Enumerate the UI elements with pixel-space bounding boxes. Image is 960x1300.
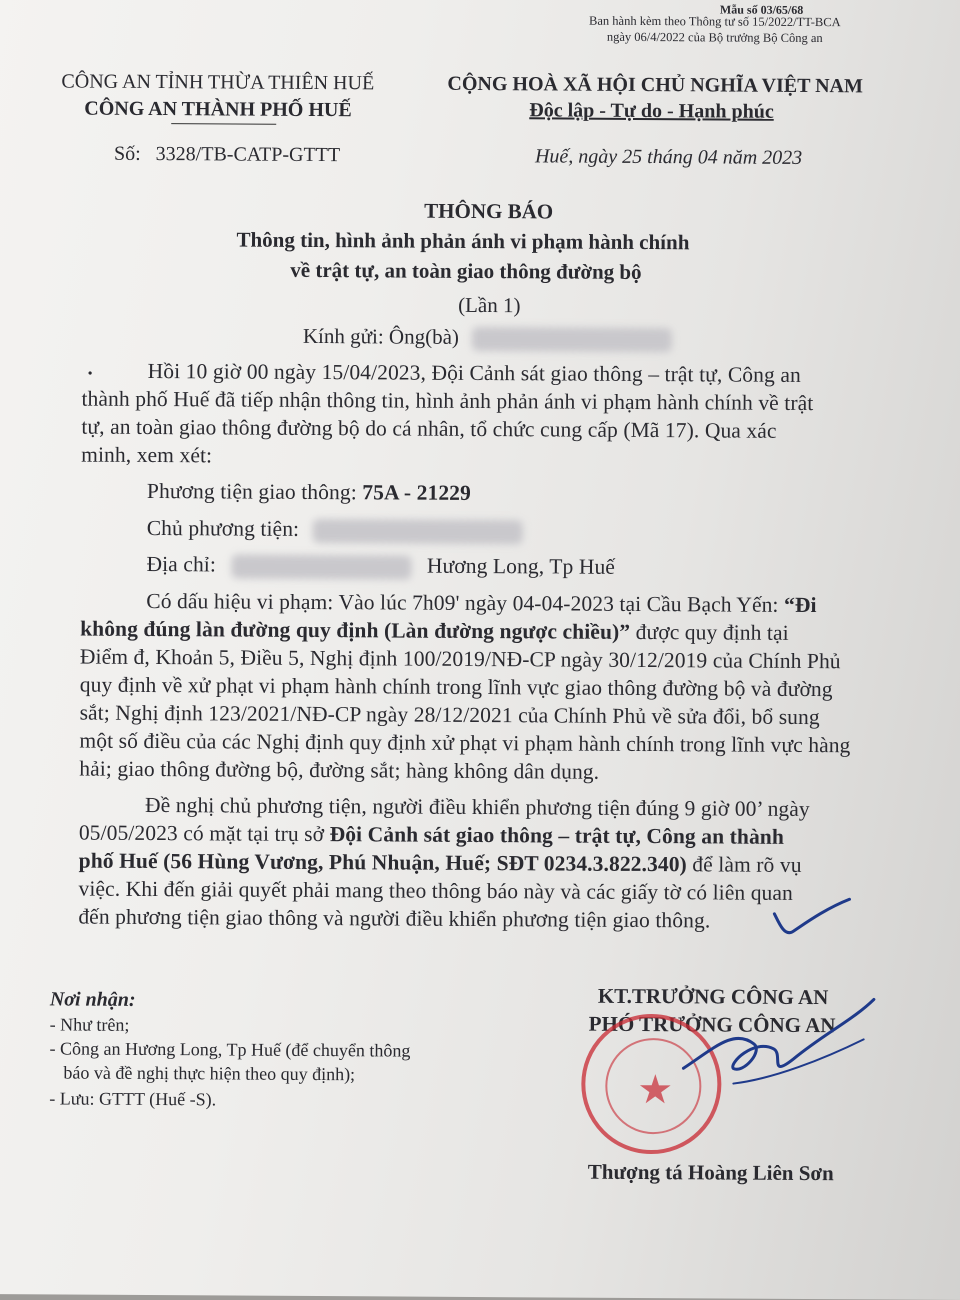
violation-line-6: một số điều của các Nghị định quy định xử phạt vi phạm hành chính trong lĩnh vực hàng — [79, 728, 851, 758]
agency-name — [84, 98, 352, 123]
recipient-item-2-line-2: báo và đề nghị thực hiện theo quy định); — [63, 1062, 356, 1085]
sign-on-behalf: KT.TRƯỞNG CÔNG AN — [597, 983, 829, 1010]
owner-line — [147, 516, 523, 544]
request-line-3 — [79, 849, 802, 878]
request-address: phố Huế (56 Hùng Vương, Phú Nhuận, Huế; SĐT 0234.3.822.340) — [78, 848, 687, 877]
recipients-label: Nơi nhận: — [49, 988, 136, 1011]
violation-line-2 — [80, 617, 789, 646]
form-code: Mẫu số 03/65/68 — [719, 2, 804, 17]
form-issued-line-1: Ban hành kèm theo Thông tư số 15/2022/TT-BCA — [589, 13, 841, 30]
document-number — [114, 143, 340, 167]
doc-title: THÔNG BÁO — [424, 198, 554, 224]
agency-name-text: CÔNG AN THÀNH PHỐ HUẾ — [84, 97, 352, 122]
agency-underline — [171, 123, 276, 125]
request-line-2 — [79, 821, 784, 850]
p1-line-1: Hồi 10 giờ 00 ngày 15/04/2023, Đội Cảnh sát giao thông – trật tự, Công an — [147, 358, 801, 387]
doc-subtitle-2: về trật tự, an toàn giao thông đường bộ — [290, 257, 642, 284]
number-value: 3328/TB-CATP-GTTT — [155, 143, 341, 167]
p1-line-4: minh, xem xét: — [81, 442, 213, 468]
motto: Độc lập - Tự do - Hạnh phúc — [529, 99, 774, 123]
official-stamp — [581, 1014, 722, 1155]
request-line-5: đến phương tiện giao thông và người điều khiển phương tiện giao thông. — [78, 904, 711, 933]
recipient-label: Kính gửi: Ông(bà) — [302, 323, 460, 349]
owner-label: Chủ phương tiện: — [146, 515, 300, 541]
number-label: Số: — [113, 142, 141, 165]
round-number: (Lần 1) — [458, 292, 521, 318]
recipient-item-3: - Lưu: GTTT (Huế -S). — [49, 1088, 217, 1110]
p1-line-3: tự, an toàn giao thông đường bộ do cá nhân, tổ chức cung cấp (Mã 17). Qua xác — [81, 414, 777, 443]
vehicle-plate: 75A - 21229 — [362, 480, 471, 505]
address-tail: Hương Long, Tp Huế — [426, 553, 616, 579]
stamp-inner-ring — [605, 1038, 702, 1135]
request-line-4: việc. Khi đến giải quyết phải mang theo thông báo này và các giấy tờ có liên quan — [78, 876, 794, 905]
agency-parent: CÔNG AN TỈNH THỪA THIÊN HUẾ — [61, 70, 375, 95]
place-date: Huế, ngày 25 tháng 04 năm 2023 — [534, 145, 803, 169]
sign-position: PHÓ TRƯỞNG CÔNG AN — [588, 1011, 836, 1038]
violation-quote-start: “Đi — [783, 592, 817, 618]
redacted-recipient — [472, 327, 672, 352]
vehicle-label: Phương tiện giao thông: — [146, 478, 357, 505]
redacted-owner — [313, 519, 523, 544]
address-line — [146, 552, 615, 581]
violation-line-4: quy định về xử phạt vi phạm hành chính trong lĩnh vực giao thông đường bộ và đường — [79, 672, 833, 702]
request-line-2-text: 05/05/2023 có mặt tại trụ sở — [78, 820, 325, 847]
violation-quote-end: không đúng làn đường quy định (Làn đường ngược chiều)” — [80, 616, 631, 644]
signer-name: Thượng tá Hoàng Liên Sơn — [587, 1159, 834, 1186]
redacted-address — [231, 555, 411, 580]
violation-line-7: hải; giao thông đường bộ, đường sắt; hàng không dân dụng. — [79, 756, 600, 784]
violation-line-1-text: Có dấu hiệu vi phạm: Vào lúc 7h09' ngày 04-04-2023 tại Cầu Bạch Yến: — [146, 588, 779, 617]
recipient-item-2-line-1: - Công an Hương Long, Tp Huế (để chuyển thông — [49, 1038, 411, 1061]
request-line-3-text: để làm rõ vụ — [692, 852, 802, 877]
violation-line-3: Điểm đ, Khoản 5, Điều 5, Nghị định 100/2019/NĐ-CP ngày 30/12/2019 của Chính Phủ — [79, 644, 841, 674]
violation-line-1 — [146, 589, 816, 618]
stamp-star-icon: ★ — [637, 1066, 674, 1113]
dot-mark: • — [87, 366, 93, 382]
request-office: Đội Cảnh sát giao thông – trật tự, Công an thành — [329, 822, 785, 849]
p1-line-2: thành phố Huế đã tiếp nhận thông tin, hình ảnh phản ánh vi phạm hành chính về trật — [81, 386, 814, 416]
vehicle-line — [147, 479, 471, 506]
recipient-item-1: - Như trên; — [49, 1014, 130, 1035]
address-label: Địa chỉ: — [146, 551, 217, 577]
request-line-1: Đề nghị chủ phương tiện, người điều khiển phương tiện đúng 9 giờ 00’ ngày — [144, 792, 810, 822]
form-issued-line-2: ngày 06/4/2022 của Bộ trưởng Bộ Công an — [606, 29, 823, 46]
nation-title: CỘNG HOÀ XÃ HỘI CHỦ NGHĨA VIỆT NAM — [447, 72, 863, 98]
recipient-line — [303, 324, 672, 352]
violation-line-2-text: được quy định tại — [635, 619, 789, 645]
doc-subtitle-1: Thông tin, hình ảnh phản ánh vi phạm hành chính — [236, 227, 690, 255]
violation-line-5: sắt; Nghị định 123/2021/NĐ-CP ngày 28/12/2021 của Chính Phủ về sửa đổi, bổ sung — [79, 700, 820, 730]
